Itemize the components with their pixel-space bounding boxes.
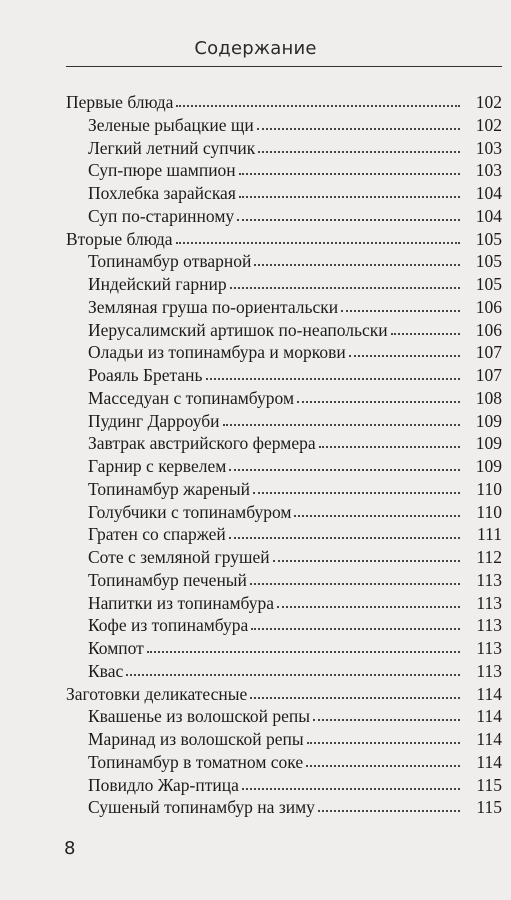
toc-entry-page: 110 [476, 478, 502, 499]
dot-leader [251, 628, 460, 630]
toc-entry-title: Суп-пюре шампион [88, 160, 236, 181]
toc-entry-page: 113 [476, 615, 502, 636]
toc-entry-page: 112 [476, 547, 502, 567]
toc-entry-title: Топинамбур печеный [88, 569, 247, 590]
dot-leader [313, 719, 460, 721]
toc-entry-title: Земляная груша по-ориентальски [88, 296, 339, 317]
toc-entry [88, 293, 502, 317]
toc-entry-page: 106 [475, 296, 502, 317]
toc-entry-page: 114 [476, 729, 502, 749]
toc-entry-title: Сушеный топинамбур на зиму [88, 797, 315, 818]
toc-entry [88, 338, 502, 362]
toc-entry-page: 106 [475, 319, 502, 340]
dot-leader [318, 810, 460, 812]
toc-entry [88, 748, 502, 772]
toc-entry-title: Квас [88, 660, 124, 681]
dot-leader [206, 378, 461, 380]
dot-leader [239, 196, 460, 198]
dot-leader [126, 674, 460, 676]
toc-entry-page: 109 [475, 410, 502, 431]
toc-entry [88, 384, 502, 408]
toc-entry [88, 247, 502, 271]
toc-entry-page: 103 [475, 137, 502, 158]
toc-entry [88, 611, 502, 635]
toc-entry-title: Квашенье из волошской репы [88, 706, 310, 727]
toc-entry [88, 361, 502, 385]
dot-leader [229, 469, 460, 471]
dot-leader [307, 742, 460, 744]
toc-entry-page: 104 [475, 205, 502, 226]
toc-entry-page: 109 [475, 433, 502, 454]
dot-leader [257, 128, 460, 130]
toc-entry [88, 316, 502, 340]
toc-entry [88, 771, 502, 795]
toc-entry-page: 105 [475, 228, 502, 249]
toc-entry [88, 156, 502, 180]
toc-entry-title: Топинамбур в томатном соке [88, 751, 304, 772]
toc-entry [88, 179, 502, 203]
dot-leader [349, 355, 460, 357]
dot-leader [306, 765, 460, 767]
dot-leader [391, 333, 460, 335]
toc-entry [88, 202, 502, 226]
toc-entry [88, 111, 502, 135]
toc-entry [88, 452, 502, 476]
toc-entry-title: Первые блюда [66, 92, 174, 112]
toc-entry-page: 113 [476, 660, 502, 681]
toc-entry-title: Кофе из топинамбура [88, 615, 249, 636]
toc-entry-title: Легкий летний супчик [88, 137, 256, 158]
dot-leader [237, 219, 460, 221]
toc-entry-title: Зеленые рыбацкие щи [88, 114, 254, 135]
dot-leader [229, 537, 460, 539]
dot-leader [294, 515, 460, 517]
toc-entry-title: Топинамбур жареный [88, 478, 251, 499]
toc-entry-page: 103 [475, 160, 502, 181]
toc-entry-page: 105 [475, 274, 502, 294]
toc-entry [88, 543, 502, 567]
toc-entry-page: 114 [476, 706, 502, 727]
toc-entry [88, 270, 502, 294]
toc-entry-page: 102 [475, 92, 502, 112]
toc-section-entry [66, 680, 502, 704]
toc-entry-title: Повидло Жар-птица [88, 774, 239, 795]
toc-entry-page: 113 [476, 592, 502, 613]
dot-leader [250, 583, 460, 585]
toc-section-entry [66, 88, 502, 112]
toc-entry-title: Заготовки деликатесные [66, 683, 248, 704]
toc-entry-title: Голубчики с топинамбуром [88, 501, 292, 522]
toc-entry [88, 589, 502, 613]
toc-entry [88, 634, 502, 658]
toc-entry-page: 113 [476, 638, 502, 658]
toc-entry-title: Похлебка зарайская [88, 183, 236, 203]
toc-entry-title: Соте с земляной грушей [88, 547, 270, 567]
toc-entry-title: Вторые блюда [66, 228, 173, 249]
toc-entry-title: Пудинг Дарроуби [88, 410, 220, 431]
dot-leader [341, 310, 460, 312]
toc-entry [88, 702, 502, 726]
toc-entry-title: Гратен со спаржей [88, 524, 226, 545]
toc-entry-title: Индейский гарнир [88, 274, 227, 294]
dot-leader [223, 424, 460, 426]
dot-leader [254, 264, 460, 266]
toc-entry-page: 115 [476, 774, 502, 795]
toc-entry-title: Компот [88, 638, 144, 658]
toc-entry-title: Напитки из топинамбура [88, 592, 275, 613]
toc-entry [88, 793, 502, 817]
dot-leader [230, 287, 460, 289]
dot-leader [273, 560, 460, 562]
toc-entry-title: Гарнир с кервелем [88, 456, 227, 476]
toc-entry-page: 105 [475, 251, 502, 272]
page-header: Содержание [194, 38, 317, 59]
toc-entry-page: 113 [476, 569, 502, 590]
toc-entry [88, 520, 502, 544]
toc-entry-page: 108 [475, 387, 502, 408]
toc-entry-title: Маринад из волошской репы [88, 729, 304, 749]
toc-entry [88, 566, 502, 590]
toc-entry [88, 475, 502, 499]
toc-entry-page: 109 [475, 456, 502, 476]
toc-entry-title: Суп по-старинному [88, 205, 235, 226]
toc-entry-title: Оладьи из топинамбура и моркови [88, 342, 346, 363]
toc-entry-page: 114 [476, 683, 502, 704]
dot-leader [176, 242, 460, 244]
toc-entry-title: Роаяль Бретань [88, 365, 203, 385]
dot-leader [253, 492, 460, 494]
toc-entry-page: 102 [475, 114, 502, 135]
toc-entry-page: 107 [475, 342, 502, 363]
toc-entry-page: 107 [475, 365, 502, 385]
toc-entry [88, 725, 502, 749]
dot-leader [297, 401, 460, 403]
toc-entry [88, 407, 502, 431]
dot-leader [147, 651, 460, 653]
toc-entry [88, 657, 502, 681]
toc-entry-title: Завтрак австрийского фермера [88, 433, 316, 454]
toc-entry [88, 429, 502, 453]
dot-leader [250, 697, 460, 699]
dot-leader [319, 446, 460, 448]
toc-entry-page: 115 [476, 797, 502, 818]
dot-leader [258, 151, 460, 153]
toc-section-entry [66, 225, 502, 249]
dot-leader [239, 173, 460, 175]
toc-entry-title: Масседуан с топинамбуром [88, 387, 295, 408]
toc-entry-page: 114 [476, 751, 502, 772]
dot-leader [277, 606, 460, 608]
header-rule [66, 66, 502, 67]
page-number: 8 [64, 838, 76, 859]
dot-leader [242, 788, 460, 790]
toc-entry-page: 104 [475, 183, 502, 203]
toc-entry-page: 110 [476, 501, 502, 522]
toc-entry [88, 498, 502, 522]
toc-entry-title: Иерусалимский артишок по-неапольски [88, 319, 388, 340]
toc-entry-title: Топинамбур отварной [88, 251, 252, 272]
toc-entry-page: 111 [477, 524, 502, 545]
toc-entry [88, 134, 502, 158]
dot-leader [176, 105, 460, 107]
